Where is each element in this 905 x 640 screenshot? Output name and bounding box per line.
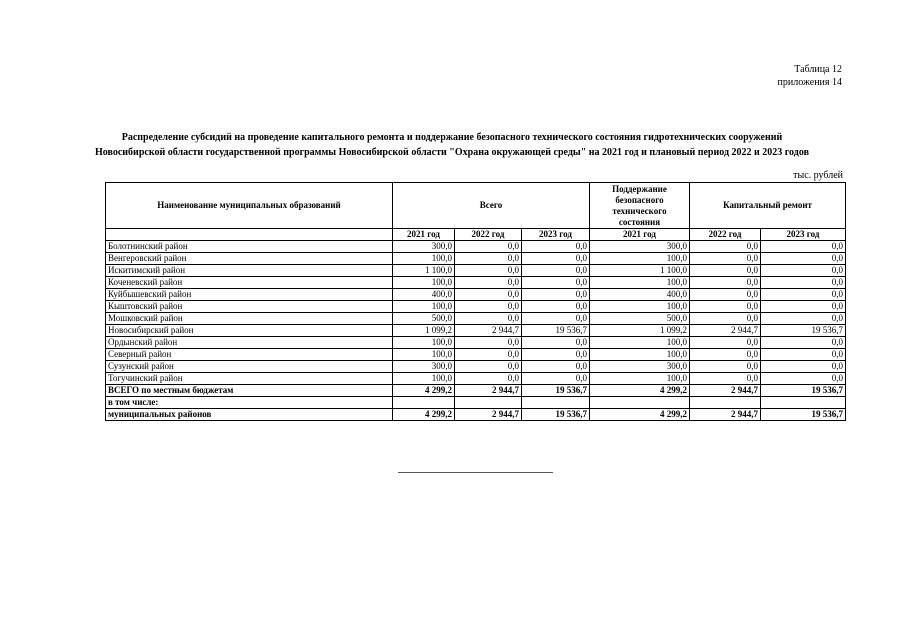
row-value: 0,0	[522, 337, 590, 349]
row-value: 0,0	[455, 361, 522, 373]
table-body	[106, 241, 846, 421]
table-row	[106, 349, 846, 361]
row-value: 19 536,7	[522, 385, 590, 397]
row-value: 100,0	[393, 277, 455, 289]
row-name: Искитимский район	[106, 265, 393, 277]
row-value: 300,0	[590, 361, 690, 373]
table-row	[106, 373, 846, 385]
table-row	[106, 385, 846, 397]
table-row	[106, 313, 846, 325]
row-value: 0,0	[522, 361, 590, 373]
footer-rule	[398, 472, 553, 473]
column-header-maintenance: Поддержание безопасного технического состояния	[590, 183, 690, 229]
row-value: 100,0	[393, 253, 455, 265]
row-value: 0,0	[690, 361, 761, 373]
row-value: 0,0	[455, 313, 522, 325]
row-value: 0,0	[455, 349, 522, 361]
table-row	[106, 361, 846, 373]
row-value: 0,0	[522, 349, 590, 361]
table-row	[106, 265, 846, 277]
row-value: 0,0	[455, 253, 522, 265]
row-value: 100,0	[393, 337, 455, 349]
row-name: Северный район	[106, 349, 393, 361]
row-value: 2 944,7	[455, 409, 522, 421]
table-row	[106, 409, 846, 421]
row-value: 0,0	[761, 373, 846, 385]
table-number: Таблица 12	[794, 64, 842, 75]
subsidy-table	[105, 182, 846, 421]
year-header: 2023 год	[761, 229, 846, 241]
row-value: 0,0	[690, 373, 761, 385]
row-value	[393, 397, 455, 409]
row-value: 0,0	[522, 301, 590, 313]
row-name: Коченевский район	[106, 277, 393, 289]
row-value: 1 100,0	[590, 265, 690, 277]
row-value: 0,0	[761, 337, 846, 349]
row-value: 4 299,2	[590, 385, 690, 397]
row-value: 500,0	[590, 313, 690, 325]
row-value: 100,0	[590, 337, 690, 349]
row-name: Венгеровский район	[106, 253, 393, 265]
row-value: 0,0	[522, 289, 590, 301]
row-name: Мошковский район	[106, 313, 393, 325]
year-header: 2022 год	[455, 229, 522, 241]
row-value: 100,0	[393, 349, 455, 361]
row-value: 19 536,7	[761, 325, 846, 337]
row-name: в том числе:	[106, 397, 393, 409]
column-header-total: Всего	[393, 183, 590, 229]
year-header: 2022 год	[690, 229, 761, 241]
row-value: 0,0	[761, 277, 846, 289]
row-value: 100,0	[590, 349, 690, 361]
row-value: 0,0	[522, 373, 590, 385]
row-value	[522, 397, 590, 409]
row-name: Болотнинский район	[106, 241, 393, 253]
row-value: 0,0	[690, 265, 761, 277]
row-value: 1 100,0	[393, 265, 455, 277]
row-value: 100,0	[590, 253, 690, 265]
row-value	[455, 397, 522, 409]
row-value: 0,0	[455, 265, 522, 277]
year-header: 2021 год	[393, 229, 455, 241]
row-value: 300,0	[393, 241, 455, 253]
row-value: 100,0	[393, 373, 455, 385]
row-value: 4 299,2	[393, 409, 455, 421]
row-value: 300,0	[590, 241, 690, 253]
row-value: 0,0	[455, 241, 522, 253]
column-header-name: Наименование муниципальных образований	[106, 183, 393, 229]
title-line-1: Распределение субсидий на проведение капитального ремонта и поддержание безопасного технического состояния гидротехнических сооружений	[121, 132, 783, 143]
row-name: Новосибирский район	[106, 325, 393, 337]
row-value: 500,0	[393, 313, 455, 325]
row-value: 0,0	[690, 277, 761, 289]
table-row	[106, 277, 846, 289]
table-row	[106, 397, 846, 409]
year-header-blank	[106, 229, 393, 241]
row-value: 2 944,7	[690, 325, 761, 337]
table-row	[106, 301, 846, 313]
row-value: 100,0	[590, 277, 690, 289]
row-value	[690, 397, 761, 409]
table-row	[106, 241, 846, 253]
appendix-number: приложения 14	[777, 77, 842, 88]
table-row	[106, 253, 846, 265]
row-value: 0,0	[455, 301, 522, 313]
row-value: 0,0	[761, 313, 846, 325]
row-value: 0,0	[761, 241, 846, 253]
row-value: 1 099,2	[393, 325, 455, 337]
row-value: 0,0	[690, 313, 761, 325]
table-row	[106, 289, 846, 301]
column-header-capital-repair: Капитальный ремонт	[690, 183, 846, 229]
row-value: 19 536,7	[522, 409, 590, 421]
row-value: 0,0	[761, 361, 846, 373]
row-value: 19 536,7	[522, 325, 590, 337]
row-value: 0,0	[761, 289, 846, 301]
row-value: 2 944,7	[690, 409, 761, 421]
year-header: 2023 год	[522, 229, 590, 241]
row-value: 0,0	[690, 289, 761, 301]
row-name: Кыштовский район	[106, 301, 393, 313]
row-value: 0,0	[690, 241, 761, 253]
row-value: 0,0	[690, 253, 761, 265]
row-value: 0,0	[455, 337, 522, 349]
row-value: 100,0	[590, 301, 690, 313]
row-value: 2 944,7	[690, 385, 761, 397]
row-name: муниципальных районов	[106, 409, 393, 421]
table-row	[106, 325, 846, 337]
row-value: 0,0	[761, 265, 846, 277]
row-value: 2 944,7	[455, 385, 522, 397]
document-title	[62, 130, 842, 160]
row-value: 2 944,7	[455, 325, 522, 337]
row-value: 1 099,2	[590, 325, 690, 337]
table-row	[106, 337, 846, 349]
row-value: 0,0	[522, 313, 590, 325]
row-value: 100,0	[393, 301, 455, 313]
row-value: 0,0	[522, 265, 590, 277]
row-value: 400,0	[590, 289, 690, 301]
row-value: 4 299,2	[393, 385, 455, 397]
row-value: 0,0	[522, 241, 590, 253]
row-value: 0,0	[690, 337, 761, 349]
row-value: 0,0	[455, 277, 522, 289]
year-header: 2021 год	[590, 229, 690, 241]
table-reference	[778, 63, 842, 89]
row-value: 0,0	[690, 301, 761, 313]
row-value: 4 299,2	[590, 409, 690, 421]
row-name: Ордынский район	[106, 337, 393, 349]
unit-note: тыс. рублей	[793, 170, 843, 181]
row-value: 100,0	[590, 373, 690, 385]
row-value: 0,0	[690, 349, 761, 361]
row-value: 0,0	[761, 253, 846, 265]
row-name: Тогучинский район	[106, 373, 393, 385]
row-value	[761, 397, 846, 409]
row-value: 0,0	[522, 253, 590, 265]
row-value: 19 536,7	[761, 385, 846, 397]
row-name: Куйбышевский район	[106, 289, 393, 301]
row-value: 19 536,7	[761, 409, 846, 421]
row-name: ВСЕГО по местным бюджетам	[106, 385, 393, 397]
row-name: Сузунский район	[106, 361, 393, 373]
row-value: 0,0	[522, 277, 590, 289]
row-value	[590, 397, 690, 409]
row-value: 0,0	[455, 289, 522, 301]
row-value: 0,0	[761, 349, 846, 361]
row-value: 0,0	[455, 373, 522, 385]
row-value: 0,0	[761, 301, 846, 313]
row-value: 300,0	[393, 361, 455, 373]
row-value: 400,0	[393, 289, 455, 301]
title-line-2: Новосибирской области государственной программы Новосибирской области "Охрана окружающей среды" на 2021 год и плановый период 2022 и 2023 годов	[95, 147, 809, 158]
